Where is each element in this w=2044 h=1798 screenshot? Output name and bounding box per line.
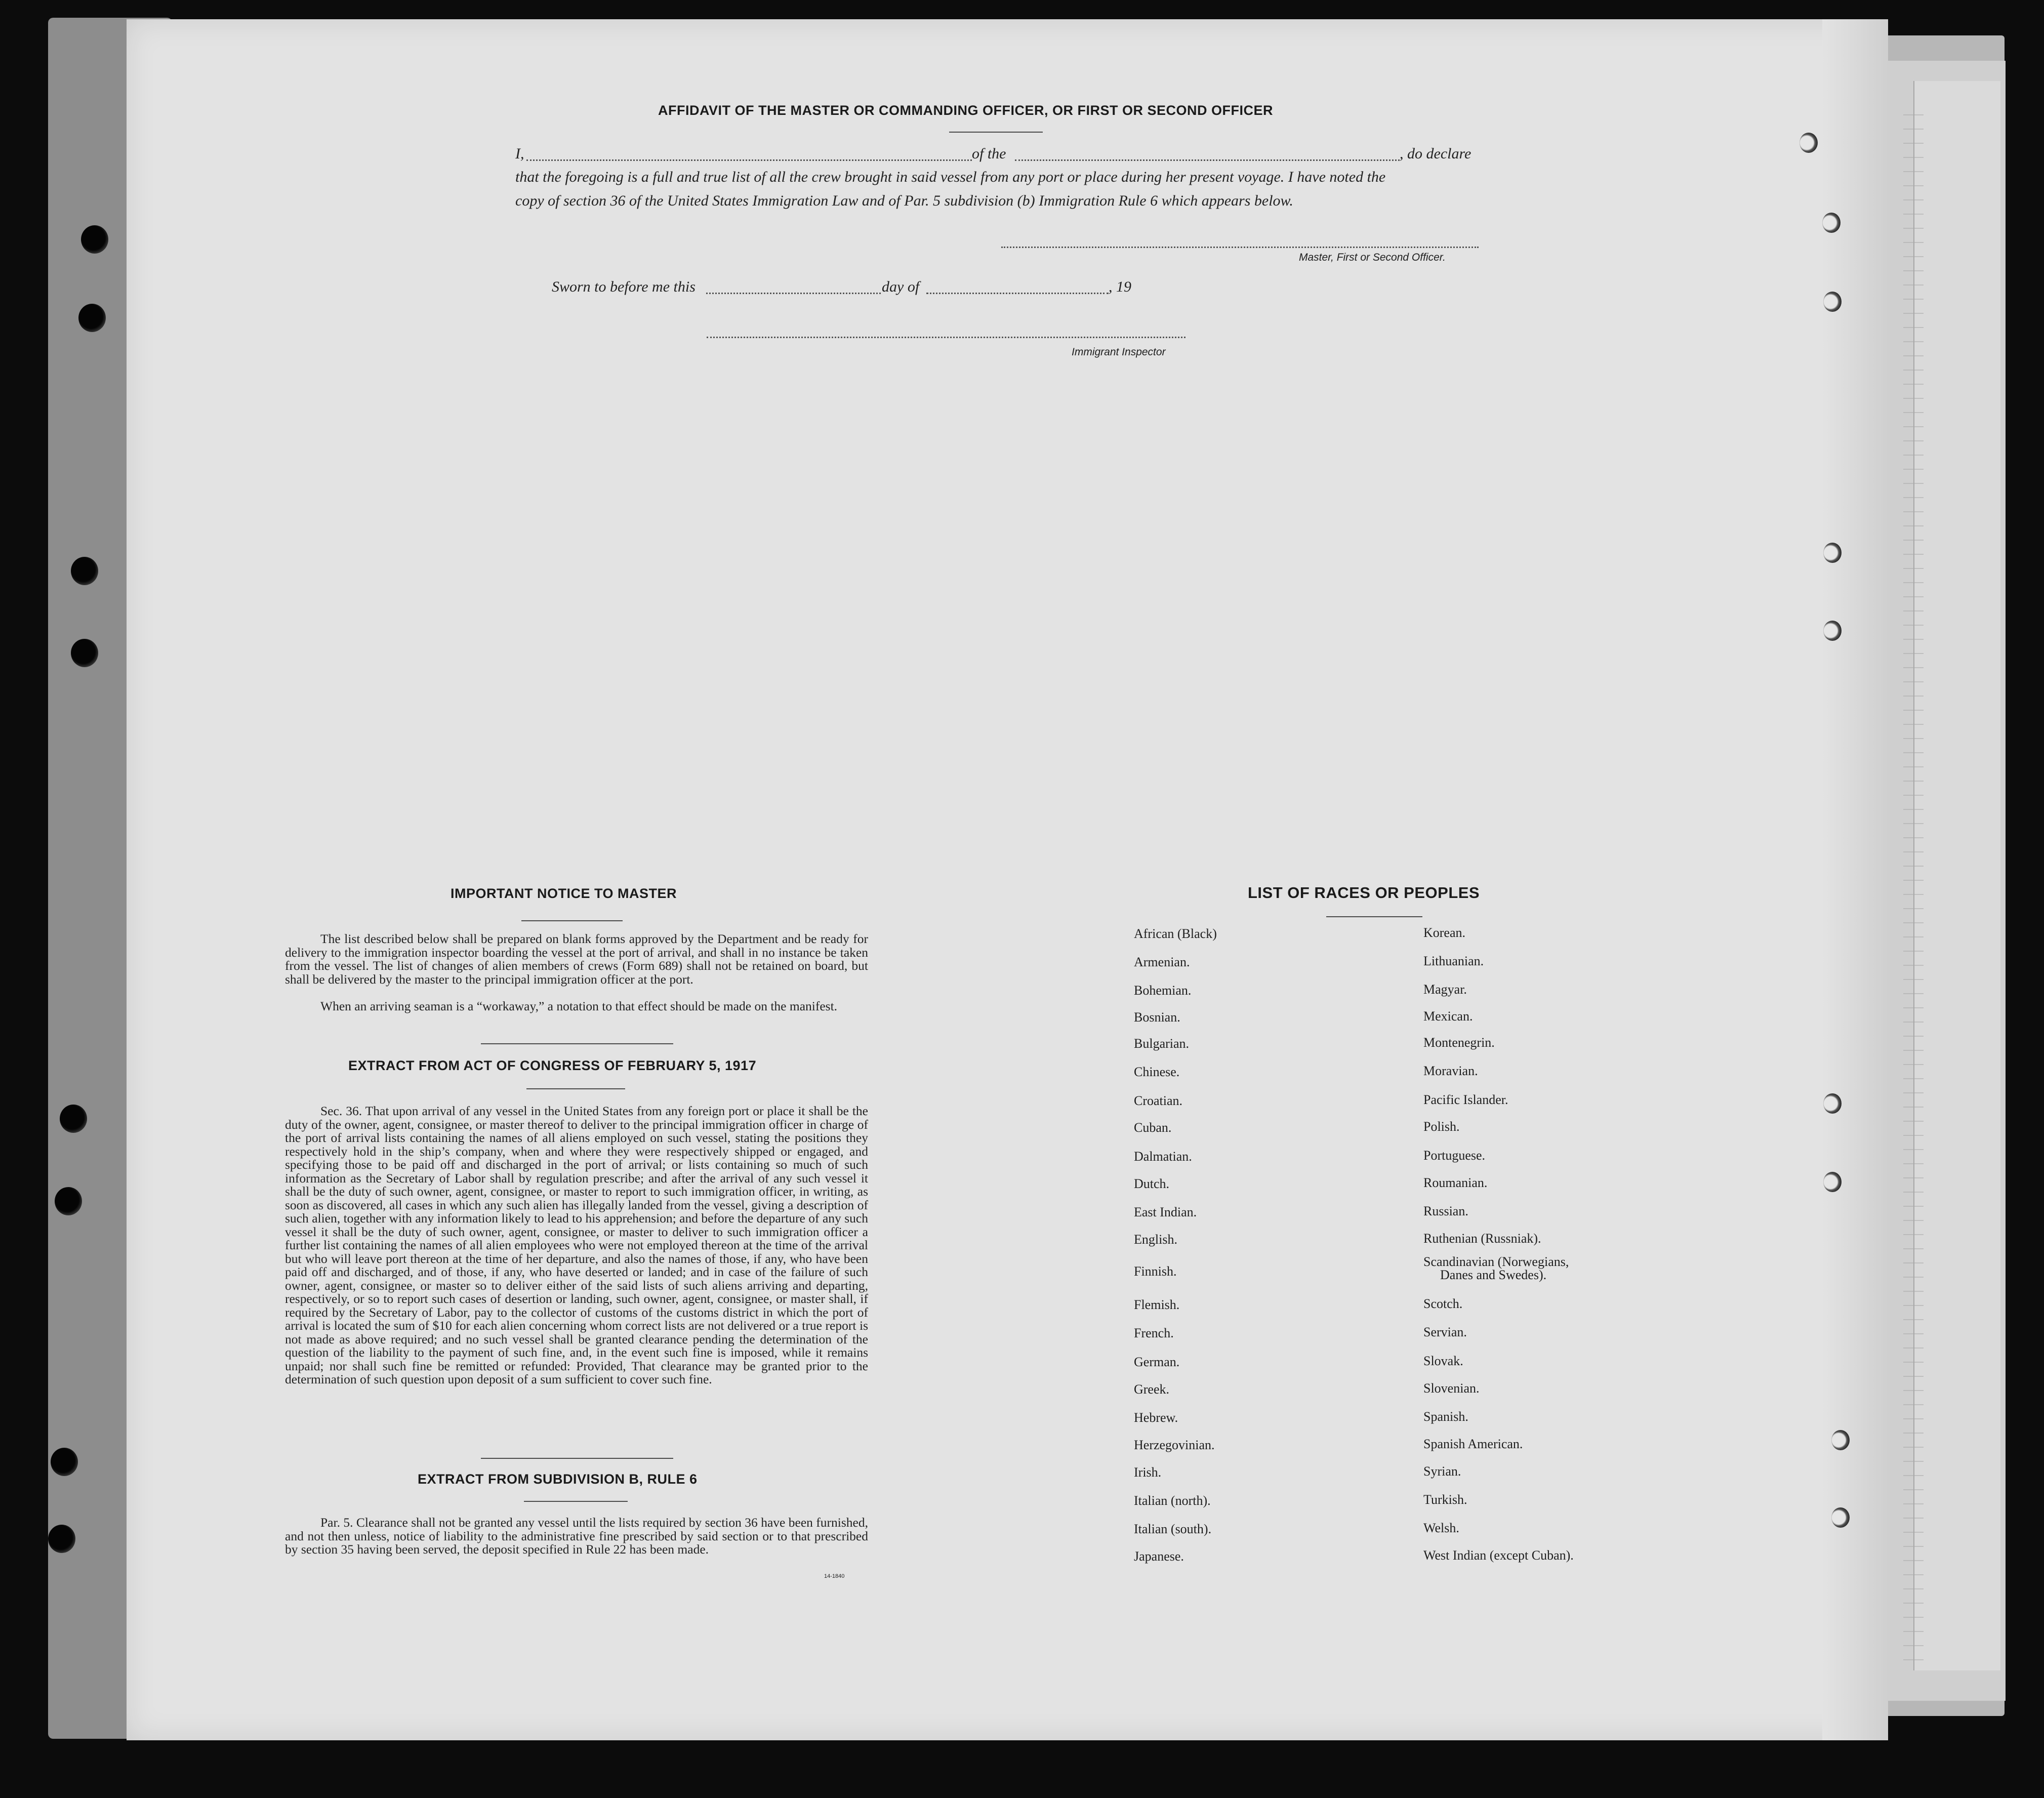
notice-paragraph-2: When an arriving seaman is a “workaway,” a notation to that effect should be made on the manifest.	[320, 999, 838, 1013]
race-list-item: Pacific Islander.	[1423, 1092, 1508, 1107]
race-list-item: Lithuanian.	[1423, 954, 1484, 968]
race-list-item: Hebrew.	[1134, 1410, 1178, 1425]
ledger-grid	[1903, 101, 1924, 1670]
race-list-item: Flemish.	[1134, 1297, 1180, 1312]
extract-rule-text: Par. 5. Clearance shall not be granted any vessel until the lists required by section 36 have been furnished, and not then unless, notice of liability to the administrative fine prescribed by said section or to that prescribed by section 35 having been served, the deposit specified in Rule 22 has been made.	[285, 1515, 868, 1557]
race-list-item: Greek.	[1134, 1382, 1170, 1397]
affidavit-declare-label: , do declare	[1400, 145, 1471, 162]
race-list-item: Scandinavian (Norwegians,	[1423, 1254, 1569, 1269]
race-list-item: Bosnian.	[1134, 1010, 1180, 1025]
punch-hole	[81, 225, 108, 254]
punch-hole	[78, 304, 106, 332]
background-sheet-right-3	[1913, 81, 2000, 1670]
notice-title: IMPORTANT NOTICE TO MASTER	[451, 886, 677, 901]
sworn-day-field[interactable]	[706, 293, 881, 294]
race-list-item: Chinese.	[1134, 1065, 1180, 1079]
race-list-item: African (Black)	[1134, 926, 1217, 941]
race-list-item: German.	[1134, 1355, 1180, 1369]
race-list-item: Herzegovinian.	[1134, 1438, 1215, 1452]
race-list-item: Magyar.	[1423, 982, 1467, 997]
notice-paragraph-1: The list described below shall be prepared on blank forms approved by the Department and be ready for delivery to the immigration inspector boarding the vessel at the port of arrival, and shall in no instance be taken from the vessel. The list of changes of alien members of crews (Form 689) shall not be retained on board, but shall be delivered by the master to the principal immigration officer at the port.	[285, 931, 868, 987]
race-list-item: West Indian (except Cuban).	[1423, 1548, 1574, 1563]
punch-hole	[71, 557, 98, 585]
race-list-item: Cuban.	[1134, 1120, 1172, 1135]
punch-hole	[51, 1448, 78, 1476]
inspector-signature-field[interactable]	[707, 337, 1185, 338]
extract-rule-title-rule	[524, 1501, 628, 1502]
race-list-item: Polish.	[1423, 1119, 1460, 1134]
race-list-item: Dutch.	[1134, 1176, 1170, 1191]
race-list-item: Moravian.	[1423, 1064, 1478, 1078]
race-list-item: French.	[1134, 1326, 1174, 1340]
race-list-item: Bulgarian.	[1134, 1036, 1190, 1051]
affidavit-of-the-label: of the	[972, 145, 1006, 162]
extract-act-title: EXTRACT FROM ACT OF CONGRESS OF FEBRUARY 5, 1917	[348, 1058, 757, 1073]
races-title-rule	[1326, 916, 1422, 917]
race-list-item: Mexican.	[1423, 1009, 1473, 1024]
punch-hole	[55, 1187, 82, 1215]
race-list-item: Korean.	[1423, 925, 1466, 940]
notice-title-rule	[521, 920, 623, 921]
race-list-item: English.	[1134, 1232, 1177, 1247]
affidavit-i-label: I,	[515, 145, 524, 162]
affidavit-title-rule	[949, 132, 1043, 133]
punch-hole	[48, 1525, 75, 1553]
races-title: LIST OF RACES OR PEOPLES	[1248, 884, 1480, 902]
race-list-item: Armenian.	[1134, 955, 1190, 969]
document-page	[127, 19, 1883, 1740]
race-list-item: Croatian.	[1134, 1093, 1183, 1108]
sworn-month-field[interactable]	[926, 293, 1109, 294]
affidavit-text-line3: copy of section 36 of the United States Immigration Law and of Par. 5 subdivision (b) Immigration Rule 6 which appears below.	[515, 192, 1293, 209]
punch-hole	[1823, 543, 1842, 563]
officer-signature-field[interactable]	[1001, 247, 1479, 248]
year-prefix-label: , 19	[1109, 278, 1131, 295]
punch-hole	[1831, 1507, 1850, 1528]
race-list-item: Danes and Swedes).	[1440, 1268, 1547, 1282]
race-list-item: Scotch.	[1423, 1296, 1463, 1311]
race-list-item: Servian.	[1423, 1325, 1467, 1339]
punch-hole	[1831, 1430, 1850, 1450]
race-list-item: Montenegrin.	[1423, 1035, 1495, 1050]
affidavit-title: AFFIDAVIT OF THE MASTER OR COMMANDING OFFICER, OR FIRST OR SECOND OFFICER	[658, 103, 1273, 118]
punch-hole	[1823, 292, 1842, 312]
signature-caption: Master, First or Second Officer.	[1299, 252, 1446, 263]
punch-hole	[1822, 213, 1841, 233]
race-list-item: Portuguese.	[1423, 1148, 1486, 1163]
punch-hole	[60, 1105, 87, 1133]
page-edge	[1822, 19, 1888, 1740]
extract-act-title-rule	[526, 1088, 625, 1089]
race-list-item: Dalmatian.	[1134, 1149, 1192, 1164]
race-list-item: Slovak.	[1423, 1354, 1463, 1368]
race-list-item: East Indian.	[1134, 1205, 1197, 1219]
race-list-item: Roumanian.	[1423, 1175, 1488, 1190]
vessel-name-field[interactable]	[1015, 159, 1400, 161]
race-list-item: Italian (south).	[1134, 1522, 1212, 1536]
race-list-item: Russian.	[1423, 1204, 1468, 1218]
punch-hole	[1800, 133, 1818, 153]
punch-hole	[1823, 1093, 1842, 1114]
day-of-label: day of	[882, 278, 920, 295]
race-list-item: Japanese.	[1134, 1549, 1184, 1564]
affiant-name-field[interactable]	[526, 159, 972, 161]
extract-act-text: Sec. 36. That upon arrival of any vessel in the United States from any foreign port or place it shall be the duty of the owner, agent, consignee, or master thereof to deliver to the principal immigration officer in charge of the port of arrival lists containing the names of all aliens employed on such vessel, stating the positions they respectively hold in the ship’s company, when and where they were respectively shipped or engaged, and specifying those to be paid off and discharged in the port of arrival; or lists containing so much of such information as the Secretary of Labor shall by regulation prescribe; and after the arrival of any such vessel it shall be the duty of such owner, agent, consignee, or master to report to such immigration officer, in writing, as soon as discovered, all cases in which any such alien has illegally landed from the vessel, giving a description of such alien, together with any information likely to lead to his apprehension; and before the departure of any such vessel it shall be the duty of such owner, agent, consignee, or master to deliver to such immigration officer a further list containing the names of all alien employees who were not employed thereon at the time of the arrival but who will leave port thereon at the time of her departure, and also the names of those, if any, who have been paid off and discharged, and of those, if any, who have deserted or landed; and in case of the failure of such owner, agent, consignee, or master so to deliver either of the said lists of such aliens arriving and departing, respectively, or so to report such cases of desertion or landing, such owner, agent, consignee, or master shall, if required by the Secretary of Labor, pay to the collector of customs of the customs district in which the port of arrival is located the sum of $10 for each alien concerning whom correct lists are not delivered or a true report is not made as above required; and no such vessel shall be granted clearance pending the determination of the question of the liability to the payment of such fine, and, in the event such fine is imposed, while it remains unpaid; nor shall such fine be remitted or refunded: Provided, That clearance may be granted prior to the determination of such question upon deposit of a sum sufficient to cover such fine.	[285, 1104, 868, 1386]
race-list-item: Ruthenian (Russniak).	[1423, 1231, 1541, 1246]
race-list-item: Turkish.	[1423, 1492, 1467, 1507]
race-list-item: Slovenian.	[1423, 1381, 1480, 1396]
form-number: 14-1840	[824, 1573, 845, 1579]
punch-hole	[1823, 621, 1842, 641]
punch-hole	[1823, 1172, 1842, 1192]
race-list-item: Syrian.	[1423, 1464, 1461, 1479]
race-list-item: Bohemian.	[1134, 983, 1192, 998]
race-list-item: Italian (north).	[1134, 1493, 1211, 1508]
punch-hole	[71, 639, 98, 667]
sworn-label: Sworn to before me this	[552, 278, 696, 295]
race-list-item: Welsh.	[1423, 1521, 1459, 1535]
race-list-item: Irish.	[1134, 1465, 1162, 1480]
section-divider	[481, 1458, 673, 1459]
extract-rule-title: EXTRACT FROM SUBDIVISION B, RULE 6	[418, 1472, 698, 1487]
race-list-item: Spanish American.	[1423, 1437, 1523, 1451]
race-list-item: Spanish.	[1423, 1409, 1468, 1424]
race-list-item: Finnish.	[1134, 1264, 1177, 1279]
section-divider	[481, 1043, 673, 1044]
inspector-caption: Immigrant Inspector	[1072, 346, 1166, 358]
affidavit-text-line2: that the foregoing is a full and true list of all the crew brought in said vessel from any port or place during her present voyage. I have noted the	[515, 169, 1386, 185]
